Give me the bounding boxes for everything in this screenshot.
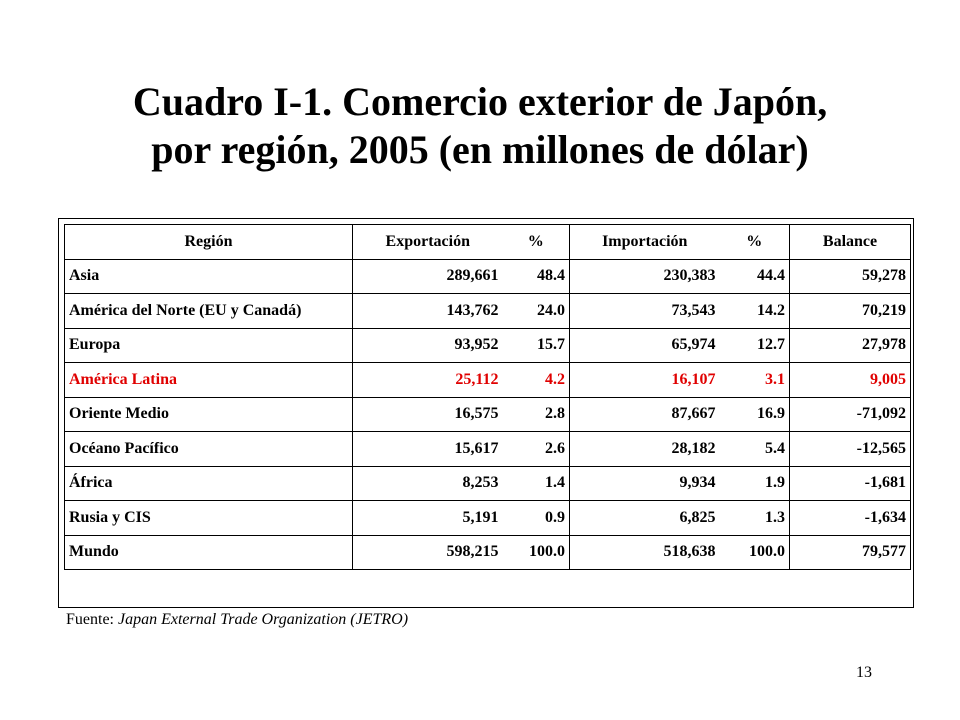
cell-balance: -1,634 (790, 501, 911, 536)
cell-region: Rusia y CIS (65, 501, 353, 536)
title-line-2: por región, 2005 (en millones de dólar) (151, 127, 809, 172)
cell-imp-pct: 100.0 (720, 535, 790, 570)
cell-exp-pct: 0.9 (503, 501, 570, 536)
header-region: Región (65, 225, 353, 260)
cell-balance: -12,565 (790, 432, 911, 467)
table-row (65, 363, 911, 398)
cell-exp-pct: 15.7 (503, 328, 570, 363)
cell-exportacion: 8,253 (353, 466, 503, 501)
cell-importacion: 518,638 (570, 535, 720, 570)
cell-balance: -1,681 (790, 466, 911, 501)
cell-exportacion: 598,215 (353, 535, 503, 570)
cell-exp-pct: 100.0 (503, 535, 570, 570)
table-row (65, 259, 911, 294)
cell-exportacion: 15,617 (353, 432, 503, 467)
table-row (65, 432, 911, 467)
cell-imp-pct: 44.4 (720, 259, 790, 294)
cell-imp-pct: 5.4 (720, 432, 790, 467)
table-row (65, 501, 911, 536)
cell-exportacion: 143,762 (353, 294, 503, 329)
cell-exportacion: 25,112 (353, 363, 503, 398)
cell-balance: -71,092 (790, 397, 911, 432)
source-note (66, 611, 408, 629)
cell-exportacion: 289,661 (353, 259, 503, 294)
cell-region: África (65, 466, 353, 501)
cell-exportacion: 93,952 (353, 328, 503, 363)
cell-balance: 70,219 (790, 294, 911, 329)
cell-imp-pct: 1.3 (720, 501, 790, 536)
table-row (65, 328, 911, 363)
header-balance: Balance (790, 225, 911, 260)
header-imp-pct: % (720, 225, 790, 260)
cell-importacion: 73,543 (570, 294, 720, 329)
trade-table (64, 224, 911, 570)
header-exportacion: Exportación (353, 225, 503, 260)
cell-exp-pct: 4.2 (503, 363, 570, 398)
cell-balance: 9,005 (790, 363, 911, 398)
cell-region: Oriente Medio (65, 397, 353, 432)
cell-balance: 27,978 (790, 328, 911, 363)
cell-imp-pct: 16.9 (720, 397, 790, 432)
cell-exportacion: 16,575 (353, 397, 503, 432)
header-exp-pct: % (503, 225, 570, 260)
cell-region: Asia (65, 259, 353, 294)
cell-region: Océano Pacífico (65, 432, 353, 467)
cell-exp-pct: 48.4 (503, 259, 570, 294)
table-row (65, 397, 911, 432)
cell-imp-pct: 12.7 (720, 328, 790, 363)
table-row (65, 535, 911, 570)
cell-importacion: 65,974 (570, 328, 720, 363)
cell-region: Europa (65, 328, 353, 363)
cell-importacion: 6,825 (570, 501, 720, 536)
cell-imp-pct: 14.2 (720, 294, 790, 329)
table-row (65, 294, 911, 329)
cell-importacion: 87,667 (570, 397, 720, 432)
title-line-1: Cuadro I-1. Comercio exterior de Japón, (132, 79, 828, 124)
source-organization: Japan External Trade Organization (JETRO) (118, 611, 409, 628)
header-importacion: Importación (570, 225, 720, 260)
cell-exp-pct: 2.8 (503, 397, 570, 432)
cell-importacion: 9,934 (570, 466, 720, 501)
cell-imp-pct: 1.9 (720, 466, 790, 501)
cell-imp-pct: 3.1 (720, 363, 790, 398)
cell-exp-pct: 2.6 (503, 432, 570, 467)
source-label: Fuente: (66, 611, 114, 628)
table-header-row (65, 225, 911, 260)
page-number: 13 (856, 664, 872, 681)
cell-exportacion: 5,191 (353, 501, 503, 536)
cell-exp-pct: 24.0 (503, 294, 570, 329)
cell-balance: 79,577 (790, 535, 911, 570)
slide-title (0, 78, 960, 174)
cell-balance: 59,278 (790, 259, 911, 294)
cell-region: Mundo (65, 535, 353, 570)
table-row (65, 466, 911, 501)
cell-importacion: 16,107 (570, 363, 720, 398)
cell-region: América del Norte (EU y Canadá) (65, 294, 353, 329)
cell-importacion: 230,383 (570, 259, 720, 294)
cell-exp-pct: 1.4 (503, 466, 570, 501)
cell-region: América Latina (65, 363, 353, 398)
cell-importacion: 28,182 (570, 432, 720, 467)
